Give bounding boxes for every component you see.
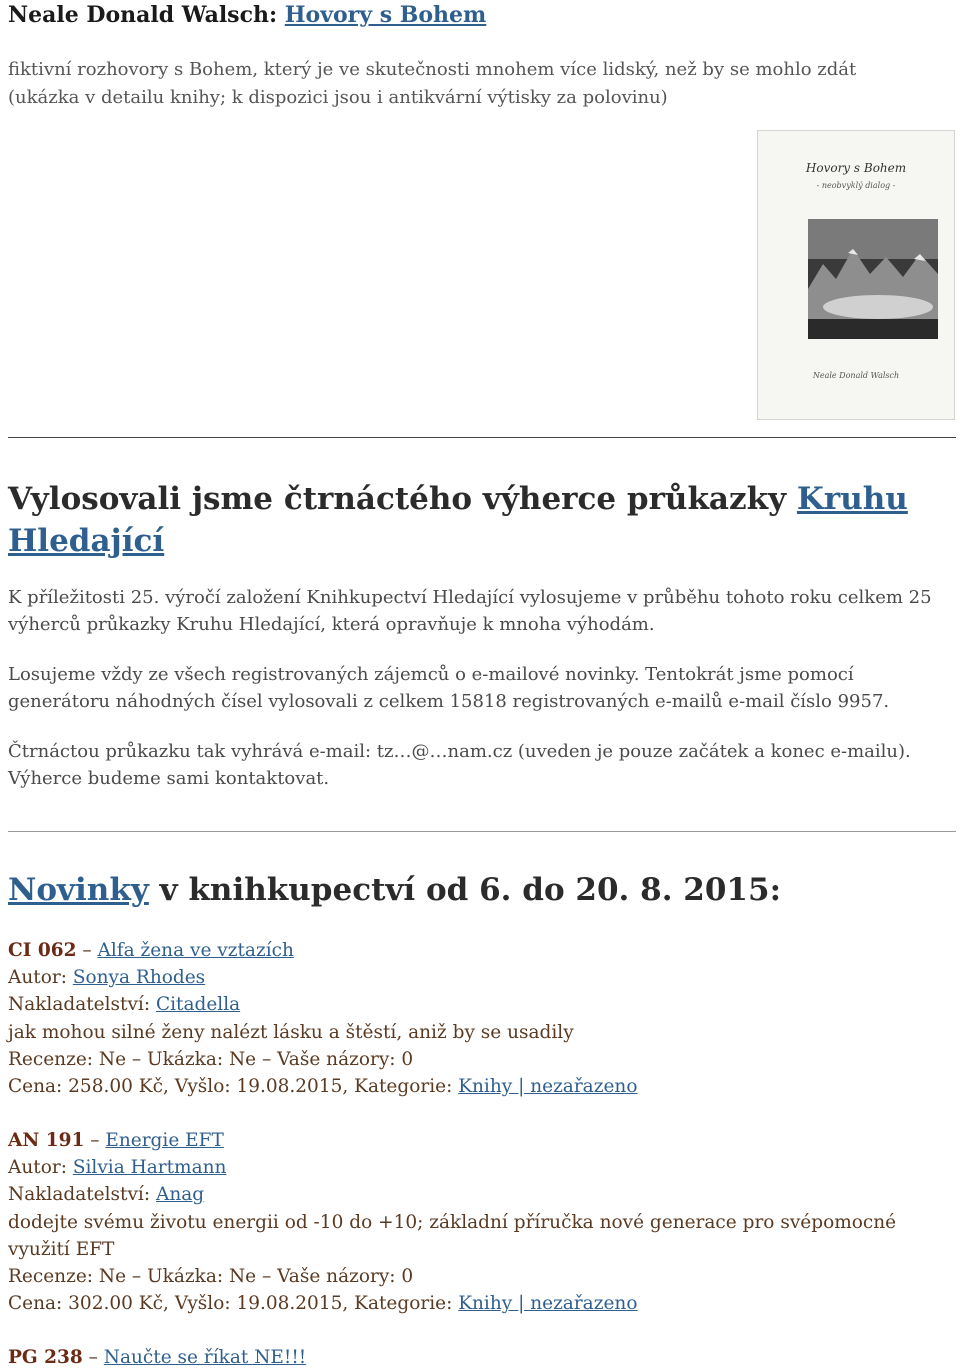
item-category-link[interactable]: Knihy | nezařazeno [458, 1293, 638, 1315]
book-cover-image[interactable] [757, 130, 955, 420]
item-code: CI 062 [8, 940, 77, 961]
news-item: PG 238 – Naučte se říkat NE!!! [8, 1347, 307, 1368]
cover-subtitle: - neobvyklý dialog - [816, 181, 896, 190]
item-code: AN 191 [8, 1130, 85, 1151]
item-author-link[interactable]: Sonya Rhodes [72, 967, 206, 989]
book-title-link[interactable]: Hovory s Bohem [284, 2, 487, 28]
item-title-link[interactable]: Alfa žena ve vztazích [97, 940, 294, 961]
kruh-hledajici-link[interactable]: Kruhu Hledající [8, 481, 908, 559]
item-publisher-link[interactable]: Anag [155, 1184, 205, 1206]
item-publisher-link[interactable]: Citadella [155, 994, 241, 1016]
book-heading: Neale Donald Walsch: Hovory s Bohem [8, 2, 487, 28]
item-description: dodejte svému životu energii od -10 do +10; základní příručka nové generace pro svépomocné využití EFT [8, 1211, 897, 1260]
item-category-link[interactable]: Knihy | nezařazeno [458, 1076, 638, 1098]
cover-landscape-illustration [808, 219, 938, 339]
item-author-link[interactable]: Silvia Hartmann [72, 1157, 227, 1179]
divider [8, 437, 956, 438]
news-heading: Novinky v knihkupectví od 6. do 20. 8. 2015: [8, 872, 782, 908]
divider [8, 831, 956, 832]
item-reviews: Recenze: Ne – Ukázka: Ne – Vaše názory: 0 [8, 1266, 414, 1288]
cover-title: Hovory s Bohem [805, 161, 907, 175]
item-code: PG 238 [8, 1347, 83, 1368]
news-item: AN 191 – Energie EFT Autor: Silvia Hartmann Nakladatelství: Anag dodejte svému životu energii od -10 do +10; základní příručka nové generace pro svépomocné využití EFT Recenze: Ne – Ukázka: Ne – Vaše názory: 0 Cena: 302.00 Kč, Vyšlo: 19.08.2015, Kategorie: Knihy | nezařazeno [8, 1127, 956, 1317]
draw-heading: Vylosovali jsme čtrnáctého výherce průkazky Kruhu Hledající [8, 481, 908, 559]
item-title-link[interactable]: Energie EFT [105, 1130, 224, 1151]
item-title-link[interactable]: Naučte se říkat NE!!! [103, 1347, 307, 1368]
cover-author: Neale Donald Walsch [812, 371, 900, 380]
draw-paragraph-3: Čtrnáctou průkazku tak vyhrává e-mail: tz…@…nam.cz (uveden je pouze začátek a konec e-mailu). Výherce budeme sami kontaktovat. [8, 741, 911, 789]
book-description: fiktivní rozhovory s Bohem, který je ve skutečnosti mnohem více lidský, než by se mohlo zdát (ukázka v detailu knihy; k dispozici jsou i antikvární výtisky za polovinu) [8, 59, 857, 108]
item-description: jak mohou silné ženy nalézt lásku a štěstí, aniž by se usadily [8, 1021, 574, 1043]
novinky-link[interactable]: Novinky [8, 872, 149, 908]
item-reviews: Recenze: Ne – Ukázka: Ne – Vaše názory: 0 [8, 1048, 414, 1070]
draw-paragraph-1: K příležitosti 25. výročí založení Knihkupectví Hledající vylosujeme v průběhu tohoto roku celkem 25 výherců průkazky Kruhu Hledající, která opravňuje k mnoha výhodám. [8, 587, 932, 635]
news-item: CI 062 – Alfa žena ve vztazích Autor: Sonya Rhodes Nakladatelství: Citadella jak mohou silné ženy nalézt lásku a štěstí, aniž by se usadily Recenze: Ne – Ukázka: Ne – Vaše názory: 0 Cena: 258.00 Kč, Vyšlo: 19.08.2015, Kategorie: Knihy | nezařazeno [8, 937, 956, 1100]
draw-paragraph-2: Losujeme vždy ze všech registrovaných zájemců o e-mailové novinky. Tentokrát jsme pomocí generátoru náhodných čísel vylosovali z celkem 15818 registrovaných e-mailů e-mail číslo 9957. [8, 664, 890, 712]
